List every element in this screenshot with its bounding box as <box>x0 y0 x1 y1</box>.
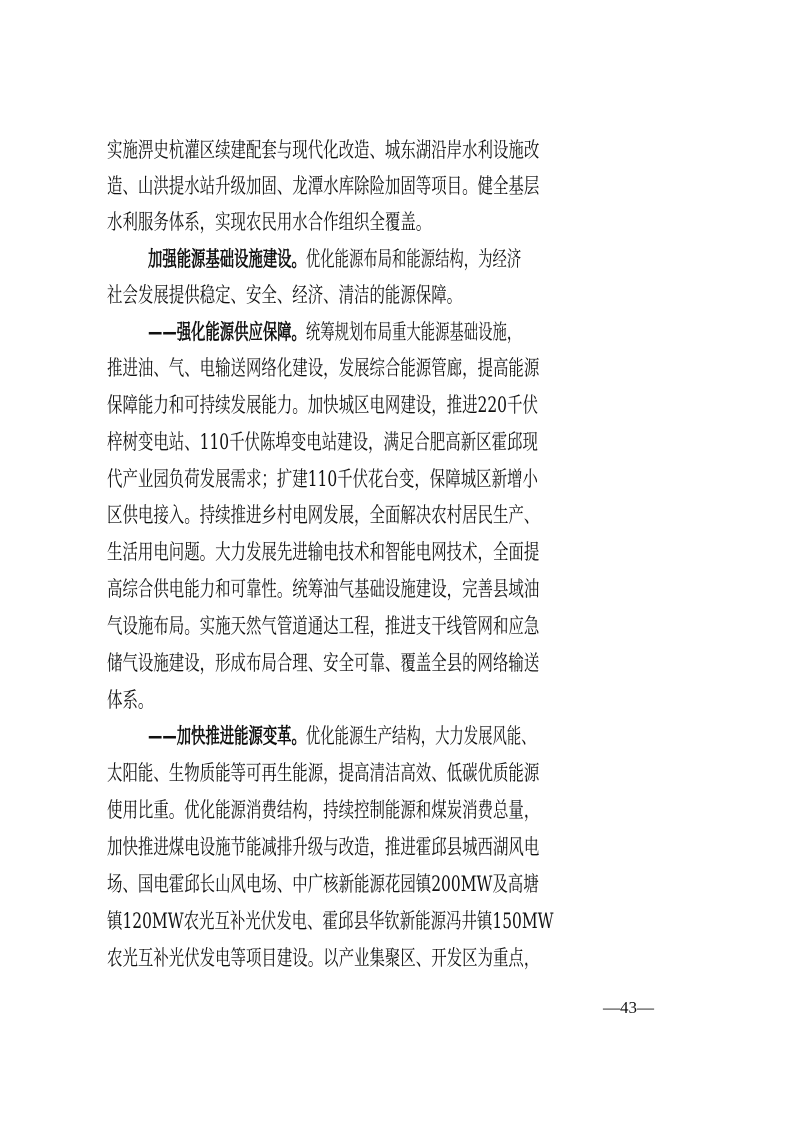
text-line <box>107 755 690 791</box>
body-text: 气设施布局。实施天然气管道通达工程，推进支干线管网和应急 <box>107 614 540 638</box>
text-line <box>107 387 690 423</box>
body-text: 生活用电问题。大力发展先进输电技术和智能电网技术，全面提 <box>107 540 540 564</box>
body-text: 镇120MW农光互补光伏发电、霍邱县华钦新能源冯井镇150MW <box>107 909 554 933</box>
text-line <box>107 682 690 718</box>
body-text: 实施淠史杭灌区续建配套与现代化改造、城东湖沿岸水利设施改 <box>107 138 540 162</box>
text-line <box>107 608 690 644</box>
bold-heading-text: 加强能源基础设施建设。 <box>148 246 306 271</box>
text-line <box>107 792 690 828</box>
text-line <box>107 940 690 976</box>
bold-heading-text: ——强化能源供应保障。 <box>148 319 306 344</box>
text-line <box>107 277 690 313</box>
text-line <box>107 424 690 460</box>
text-line <box>107 168 690 204</box>
text-line <box>107 350 690 386</box>
text-line <box>107 204 690 240</box>
body-text: 水利服务体系，实现农民用水合作组织全覆盖。 <box>107 210 432 234</box>
body-text: 场、国电霍邱长山风电场、中广核新能源花园镇200MW及高塘 <box>107 872 539 896</box>
body-text: 高综合供电能力和可靠性。统筹油气基础设施建设，完善县域油 <box>107 577 540 601</box>
body-text: 储气设施建设，形成布局合理、安全可靠、覆盖全县的网络输送 <box>107 651 540 675</box>
text-line <box>107 132 690 168</box>
text-line <box>107 829 690 865</box>
body-text: 区供电接入。持续推进乡村电网发展，全面解决农村居民生产、 <box>107 503 540 527</box>
text-line <box>107 571 690 607</box>
bold-heading-text: ——加快推进能源变革。 <box>148 723 306 748</box>
body-text: 农光互补光伏发电等项目建设。以产业集聚区、开发区为重点， <box>107 946 540 970</box>
body-text: 保障能力和可持续发展能力。加快城区电网建设，推进220千伏 <box>107 393 538 417</box>
text-line <box>107 497 690 533</box>
page-number: —43— <box>603 998 654 1017</box>
body-text: 造、山洪提水站升级加固、龙潭水库除险加固等项目。健全基层 <box>107 174 540 198</box>
text-line <box>148 718 690 754</box>
body-text: 优化能源生产结构，大力发展风能、 <box>305 724 536 748</box>
text-line <box>107 461 690 497</box>
body-text: 使用比重。优化能源消费结构，持续控制能源和煤炭消费总量， <box>107 798 540 822</box>
text-line <box>148 314 690 350</box>
text-line <box>107 534 690 570</box>
body-text: 代产业园负荷发展需求；扩建110千伏花台变，保障城区新增小 <box>107 467 538 491</box>
text-line <box>107 866 690 902</box>
body-text: 社会发展提供稳定、安全、经济、清洁的能源保障。 <box>107 283 463 307</box>
body-text: 优化能源布局和能源结构，为经济 <box>305 247 522 271</box>
text-line <box>107 903 690 939</box>
body-text: 梓树变电站、110千伏陈埠变电站建设，满足合肥高新区霍邱现 <box>107 430 538 454</box>
body-text: 加快推进煤电设施节能减排升级与改造，推进霍邱县城西湖风电 <box>107 835 540 859</box>
text-line <box>148 241 690 277</box>
body-text: 太阳能、生物质能等可再生能源，提高清洁高效、低碳优质能源 <box>107 761 540 785</box>
body-text: 推进油、气、电输送网络化建设，发展综合能源管廊，提高能源 <box>107 356 540 380</box>
body-text: 体系。 <box>107 688 154 712</box>
body-text: 统筹规划布局重大能源基础设施， <box>305 320 522 344</box>
text-line <box>107 645 690 681</box>
